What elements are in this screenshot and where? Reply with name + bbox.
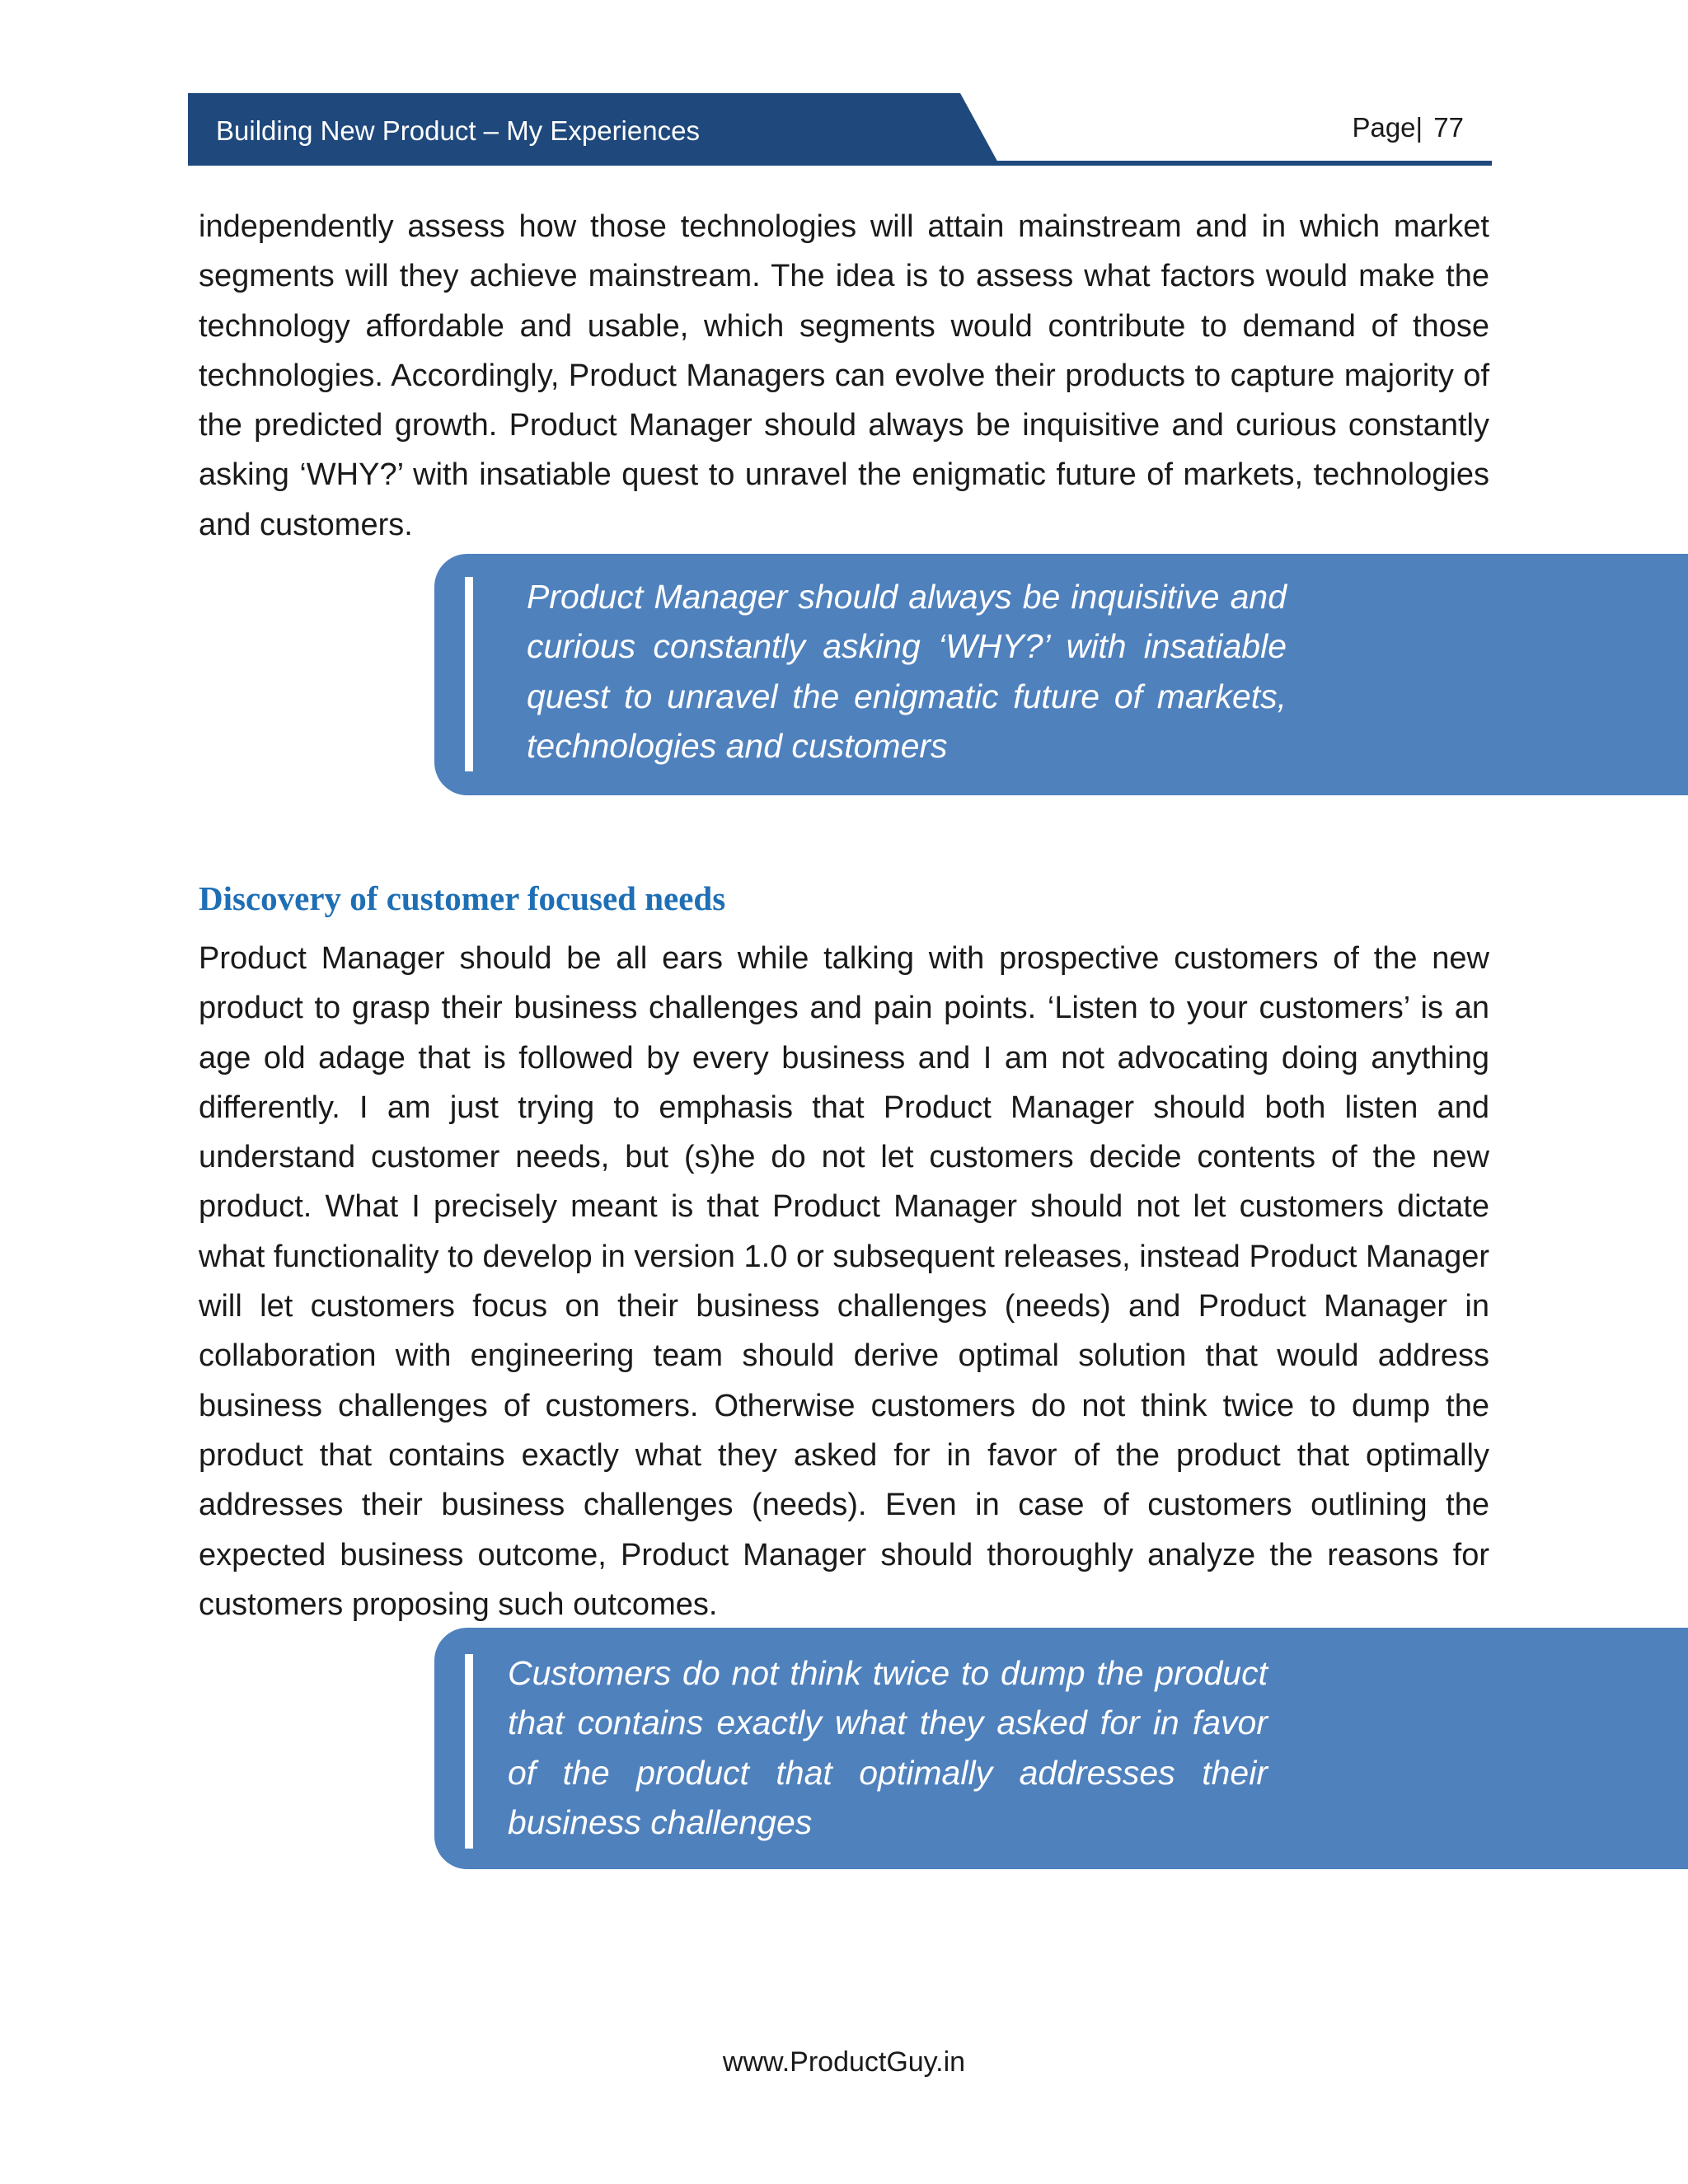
page-indicator [1352,111,1464,144]
header-rule [963,161,1492,166]
page-label: Page [1352,112,1416,143]
footer-url: www.ProductGuy.in [722,2046,966,2078]
pull-quote [434,554,1688,795]
pull-quote [434,1628,1688,1869]
page-number: 77 [1433,112,1464,143]
pull-quote-text: Customers do not think twice to dump the product that contains exactly what they asked for in favor of the product that optimally addresses their business challenges [508,1654,1268,1841]
page-header [188,93,1492,166]
section-heading: Discovery of customer focused needs [199,879,726,917]
page-separator: | [1415,112,1423,143]
document-title: Building New Product – My Experiences [216,115,700,146]
body-paragraph: Product Manager should be all ears while talking with prospective customers of the new product to grasp their business challenges and pain points. ‘Listen to your customers’ is an age old adage that is followed by every business and I am not advocating doing anything differently. I am just trying to emphasis that Product Manager should both listen and understand customer needs, but (s)he do not let customers decide contents of the new product. What I precisely meant is that Product Manager should not let customers dictate what functionality to develop in version 1.0 or subsequent releases, instead Product Manager will let customers focus on their business challenges (needs) and Product Manager in collaboration with engineering team should derive optimal solution that would address business challenges of customers. Otherwise customers do not think twice to dump the product that contains exactly what they asked for in favor of the product that optimally addresses their business challenges (needs). Even in case of customers outlining the expected business outcome, Product Manager should thoroughly analyze the reasons for customers proposing such outcomes. [199,941,1489,1622]
body-paragraph: independently assess how those technologies will attain mainstream and in which market segments will they achieve mainstream. The idea is to assess what factors would make the technology affordable and usable, which segments would contribute to demand of those technologies. Accordingly, Product Managers can evolve their products to capture majority of the predicted growth. Product Manager should always be inquisitive and curious constantly asking ‘WHY?’ with insatiable quest to unravel the enigmatic future of markets, technologies and customers. [199,209,1489,542]
quote-bar [465,1654,473,1849]
quote-bar [465,577,473,771]
pull-quote-text: Product Manager should always be inquisitive and curious constantly asking ‘WHY?’ with insatiable quest to unravel the enigmatic future of markets, technologies and customers [527,578,1287,765]
